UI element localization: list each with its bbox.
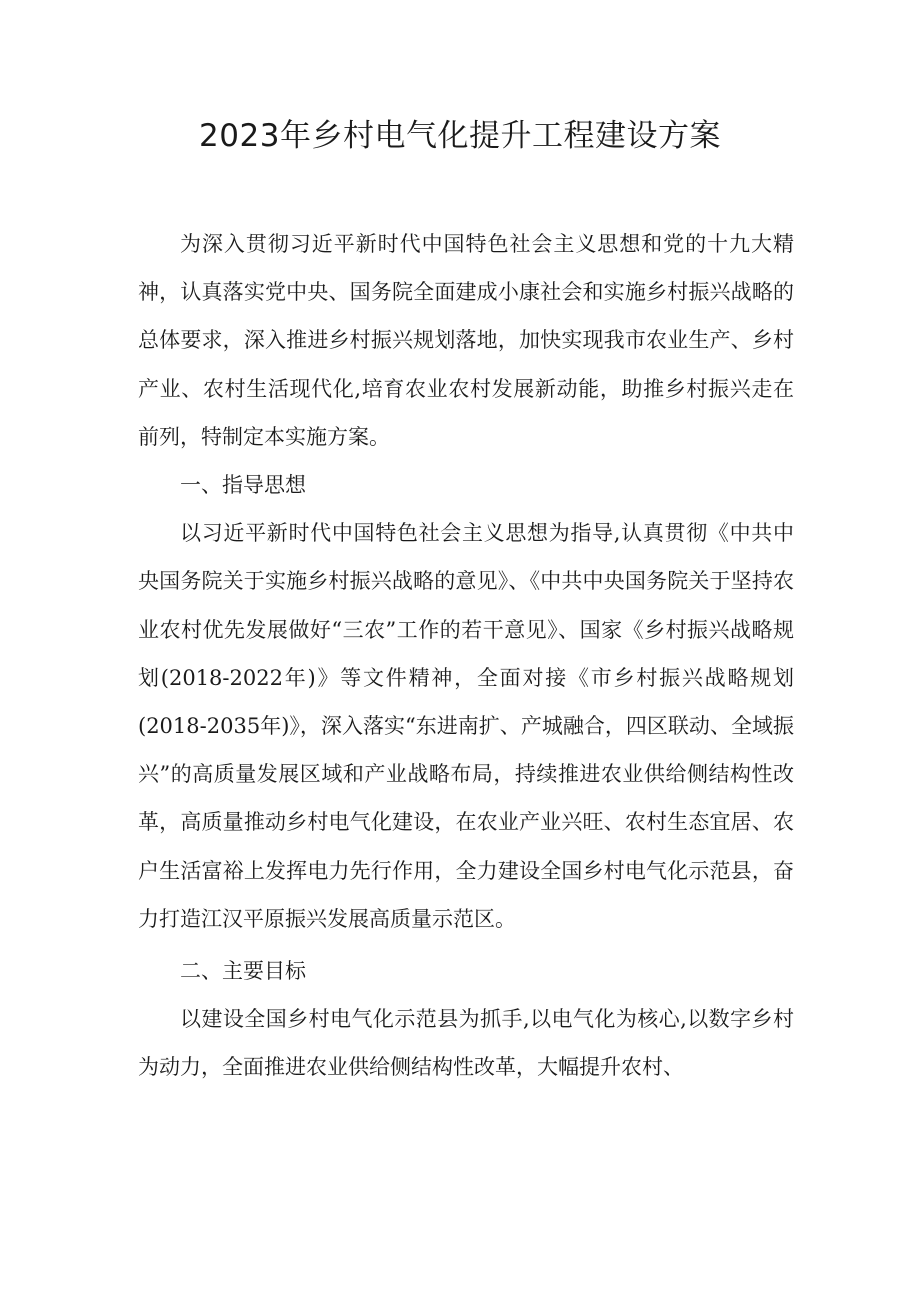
section-heading-main-goals: 二、主要目标: [180, 959, 306, 984]
paragraph-main-goals: 以建设全国乡村电气化示范县为抓手,以电气化为核心,以数字乡村为动力，全面推进农业供给侧结构性改革，大幅提升农村、: [138, 1007, 794, 1080]
document-title: 2023年乡村电气化提升工程建设方案: [199, 118, 721, 154]
paragraph-intro: 为深入贯彻习近平新时代中国特色社会主义思想和党的十九大精神，认真落实党中央、国务院全面建成小康社会和实施乡村振兴战略的总体要求，深入推进乡村振兴规划落地，加快实现我市农业生产、乡村产业、农村生活现代化,培育农业农村发展新动能，助推乡村振兴走在前列，特制定本实施方案。: [138, 232, 794, 449]
section-heading-guiding-ideology: 一、指导思想: [180, 473, 306, 498]
document-body: [138, 220, 794, 1092]
paragraph-guiding-ideology: 以习近平新时代中国特色社会主义思想为指导,认真贯彻《中共中央国务院关于实施乡村振兴战略的意见》、《中共中央国务院关于坚持农业农村优先发展做好“三农”工作的若干意见》、国家《乡村振兴战略规划(2018-2022年)》等文件精神，全面对接《市乡村振兴战略规划(2018-2035年)》，深入落实“东进南扩、产城融合，四区联动、全域振兴”的高质量发展区域和产业战略布局，持续推进农业供给侧结构性改革，高质量推动乡村电气化建设，在农业产业兴旺、农村生态宜居、农户生活富裕上发挥电力先行作用，全力建设全国乡村电气化示范县，奋力打造江汉平原振兴发展高质量示范区。: [138, 521, 794, 931]
